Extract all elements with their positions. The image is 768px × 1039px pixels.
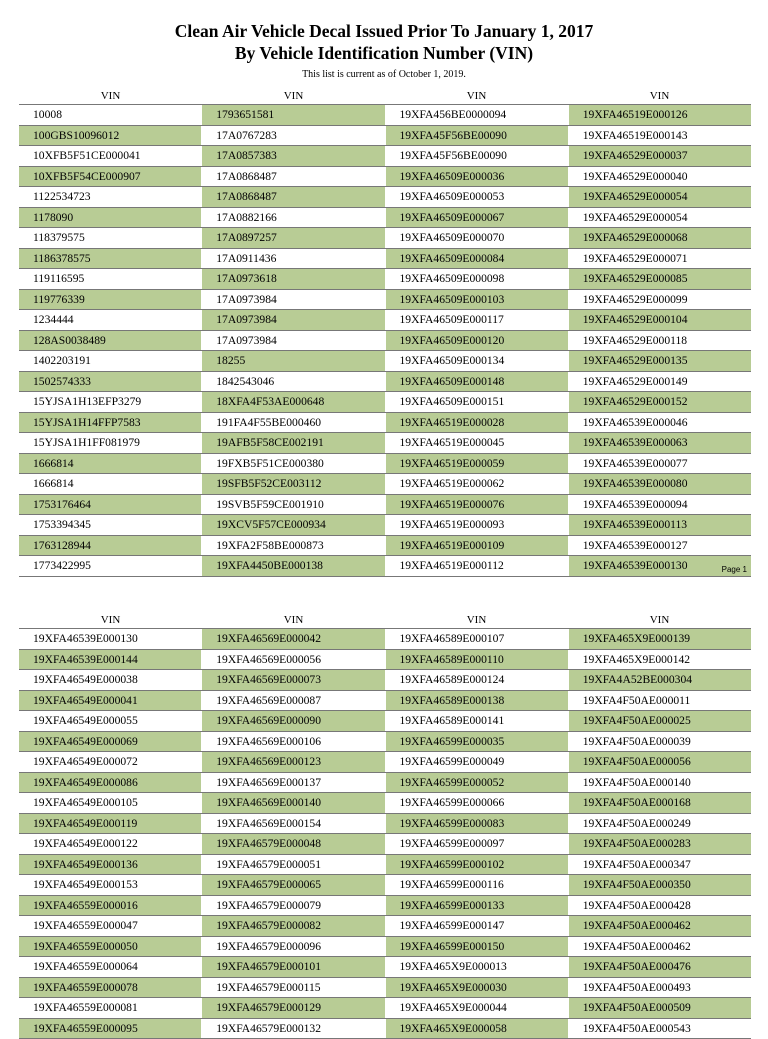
vin-cell: 19XFA46529E000071 — [568, 249, 751, 269]
vin-cell: 19XFA46549E000055 — [19, 711, 201, 731]
table-header — [19, 612, 751, 629]
vin-cell: 1773422995 — [19, 556, 201, 576]
vin-cell: 19XFA46549E000136 — [19, 855, 201, 875]
vin-cell: 19SFB5F52CE003112 — [201, 474, 384, 494]
vin-cell: 19XFA2F58BE000873 — [201, 536, 384, 556]
vin-cell: 19XFA4F50AE000168 — [568, 793, 751, 813]
vin-cell: 19XFA4F50AE000056 — [568, 752, 751, 772]
vin-cell: 10XFB5F54CE000907 — [19, 167, 201, 187]
vin-cell: 1502574333 — [19, 372, 201, 392]
vin-cell: 19XFA46599E000049 — [385, 752, 568, 772]
vin-cell: 19XFA46579E000096 — [201, 937, 384, 957]
vin-cell: 19XFA46559E000095 — [19, 1019, 201, 1039]
vin-cell: 19XFA46599E000133 — [385, 896, 568, 916]
table-row — [19, 413, 751, 434]
vin-cell: 19XFA46589E000110 — [385, 650, 568, 670]
vin-cell: 19XFA4F50AE000039 — [568, 732, 751, 752]
vin-cell: 19XFA46529E000037 — [568, 146, 751, 166]
vin-cell: 19XFA46579E000115 — [201, 978, 384, 998]
table-row — [19, 208, 751, 229]
vin-cell: 19XFA46589E000107 — [385, 629, 568, 649]
vin-cell: 19XFA46519E000028 — [385, 413, 568, 433]
vin-cell: 19XFA46599E000102 — [385, 855, 568, 875]
vin-cell: 19XFA46529E000118 — [568, 331, 751, 351]
vin-cell: 19XFA46539E000113 — [568, 515, 751, 535]
vin-cell: 19XFA46569E000073 — [201, 670, 384, 690]
vin-cell: 19XFA46509E000148 — [385, 372, 568, 392]
table-row — [19, 691, 751, 712]
table-row — [19, 896, 751, 917]
vin-cell: 19XFA46579E000079 — [201, 896, 384, 916]
vin-cell: 19XFA46569E000154 — [201, 814, 384, 834]
vin-cell: 19XFA46539E000144 — [19, 650, 201, 670]
vin-cell: 19XFA46519E000045 — [385, 433, 568, 453]
vin-cell: 18255 — [201, 351, 384, 371]
table-row — [19, 392, 751, 413]
vin-cell: 19XFA46559E000081 — [19, 998, 201, 1018]
vin-cell: 19XFA4F50AE000462 — [568, 937, 751, 957]
table-row — [19, 269, 751, 290]
table-row — [19, 670, 751, 691]
vin-cell: 19XFA46529E000135 — [568, 351, 751, 371]
table-row — [19, 331, 751, 352]
table-row — [19, 474, 751, 495]
vin-cell: 19XFA46579E000082 — [201, 916, 384, 936]
table-row — [19, 650, 751, 671]
vin-cell: 1763128944 — [19, 536, 201, 556]
vin-cell: 19SVB5F59CE001910 — [201, 495, 384, 515]
vin-cell: 1178090 — [19, 208, 201, 228]
vin-cell: 19XFA46579E000129 — [201, 998, 384, 1018]
vin-cell: 18XFA4F53AE000648 — [201, 392, 384, 412]
vin-cell: 119776339 — [19, 290, 201, 310]
vin-cell: 19XFA46599E000083 — [385, 814, 568, 834]
vin-cell: 19XFA46519E000109 — [385, 536, 568, 556]
vin-cell: 19XFA46599E000035 — [385, 732, 568, 752]
vin-cell: 19XFA4A52BE000304 — [568, 670, 751, 690]
vin-cell: 19XFA46529E000149 — [568, 372, 751, 392]
vin-cell: 19XFA4F50AE000283 — [568, 834, 751, 854]
vin-cell: 19XFA46579E000048 — [201, 834, 384, 854]
vin-table-page2 — [19, 612, 751, 1039]
vin-cell: 15YJSA1H1FF081979 — [19, 433, 201, 453]
column-header-vin: VIN — [19, 612, 202, 628]
table-row — [19, 167, 751, 188]
vin-cell: 19FXB5F51CE000380 — [201, 454, 384, 474]
column-header-vin: VIN — [19, 88, 202, 104]
page-number: Page 1 — [722, 565, 747, 574]
vin-cell: 19XFA46579E000132 — [201, 1019, 384, 1039]
vin-cell: 19XFA46519E000112 — [385, 556, 568, 576]
table-row — [19, 433, 751, 454]
vin-cell: 19XFA46509E000084 — [385, 249, 568, 269]
table-row — [19, 752, 751, 773]
vin-cell: 19XFA46509E000053 — [385, 187, 568, 207]
vin-cell: 19XFA46539E000077 — [568, 454, 751, 474]
vin-cell: 17A0882166 — [201, 208, 384, 228]
vin-cell: 19XFA465X9E000142 — [568, 650, 751, 670]
vin-cell: 17A0857383 — [201, 146, 384, 166]
vin-cell: 1234444 — [19, 310, 201, 330]
vin-cell: 19XFA46509E000098 — [385, 269, 568, 289]
vin-cell: 19XFA465X9E000013 — [385, 957, 568, 977]
vin-cell: 19XFA4F50AE000347 — [568, 855, 751, 875]
table-row — [19, 105, 751, 126]
vin-cell: 19XFA46519E000062 — [385, 474, 568, 494]
table-row — [19, 126, 751, 147]
vin-cell: 19XFA46529E000054 — [568, 208, 751, 228]
vin-cell: 19XFA465X9E000044 — [385, 998, 568, 1018]
table-row — [19, 773, 751, 794]
vin-cell: 19XFA46569E000140 — [201, 793, 384, 813]
vin-cell: 19XFA46509E000103 — [385, 290, 568, 310]
vin-cell: 19XFA4F50AE000509 — [568, 998, 751, 1018]
document-title-line2: By Vehicle Identification Number (VIN) — [0, 42, 768, 64]
vin-cell: 1793651581 — [201, 105, 384, 125]
vin-cell: 19XFA465X9E000139 — [568, 629, 751, 649]
vin-cell: 19XFA46549E000122 — [19, 834, 201, 854]
vin-cell: 19XFA46579E000065 — [201, 875, 384, 895]
vin-cell: 19XFA46549E000119 — [19, 814, 201, 834]
table-row — [19, 916, 751, 937]
vin-cell: 19XFA4F50AE000428 — [568, 896, 751, 916]
vin-cell: 19XFA46539E000094 — [568, 495, 751, 515]
vin-cell: 19XFA46529E000085 — [568, 269, 751, 289]
vin-cell: 19XFA46529E000099 — [568, 290, 751, 310]
table-row — [19, 515, 751, 536]
table-row — [19, 998, 751, 1019]
vin-cell: 19XFA46569E000090 — [201, 711, 384, 731]
column-header-vin: VIN — [202, 88, 385, 104]
vin-cell: 19XFA4F50AE000249 — [568, 814, 751, 834]
vin-cell: 19XFA46529E000104 — [568, 310, 751, 330]
vin-cell: 118379575 — [19, 228, 201, 248]
vin-cell: 17A0973618 — [201, 269, 384, 289]
vin-cell: 19XFA46549E000072 — [19, 752, 201, 772]
vin-cell: 19XFA46599E000097 — [385, 834, 568, 854]
vin-cell: 19XFA46569E000106 — [201, 732, 384, 752]
vin-cell: 19XFA46599E000116 — [385, 875, 568, 895]
vin-cell: 19XFA46559E000064 — [19, 957, 201, 977]
vin-cell: 10XFB5F51CE000041 — [19, 146, 201, 166]
vin-cell: 19XFA46549E000086 — [19, 773, 201, 793]
vin-cell: 19XFA46509E000070 — [385, 228, 568, 248]
vin-cell: 19XFA46509E000067 — [385, 208, 568, 228]
vin-cell: 19XFA46509E000117 — [385, 310, 568, 330]
table-row — [19, 290, 751, 311]
vin-cell: 19XFA4F50AE000011 — [568, 691, 751, 711]
vin-cell: 17A0911436 — [201, 249, 384, 269]
vin-cell: 19XFA4F50AE000493 — [568, 978, 751, 998]
vin-cell: 19XFA46599E000150 — [385, 937, 568, 957]
vin-cell: 19XFA46519E000076 — [385, 495, 568, 515]
vin-cell: 19XFA46589E000124 — [385, 670, 568, 690]
table-row — [19, 187, 751, 208]
vin-cell: 19XCV5F57CE000934 — [201, 515, 384, 535]
vin-cell: 19XFA46539E000046 — [568, 413, 751, 433]
vin-cell: 19XFA46579E000051 — [201, 855, 384, 875]
vin-table-page1 — [19, 88, 751, 577]
vin-cell: 19XFA46549E000105 — [19, 793, 201, 813]
table-row — [19, 536, 751, 557]
table-row — [19, 146, 751, 167]
table-row — [19, 937, 751, 958]
table-header — [19, 88, 751, 105]
vin-cell: 1842543046 — [201, 372, 384, 392]
vin-cell: 19XFA4F50AE000350 — [568, 875, 751, 895]
vin-cell: 19XFA4F50AE000140 — [568, 773, 751, 793]
vin-cell: 19XFA465X9E000030 — [385, 978, 568, 998]
vin-cell: 19XFA46569E000087 — [201, 691, 384, 711]
vin-cell: 19XFA46589E000141 — [385, 711, 568, 731]
vin-cell: 19XFA4F50AE000543 — [568, 1019, 751, 1039]
vin-cell: 19XFA46589E000138 — [385, 691, 568, 711]
column-header-vin: VIN — [568, 612, 751, 628]
vin-cell: 1186378575 — [19, 249, 201, 269]
table-row — [19, 711, 751, 732]
vin-cell: 19XFA46529E000040 — [568, 167, 751, 187]
vin-cell: 1753176464 — [19, 495, 201, 515]
column-header-vin: VIN — [385, 88, 568, 104]
vin-cell: 17A0973984 — [201, 290, 384, 310]
table-row — [19, 1019, 751, 1039]
table-row — [19, 249, 751, 270]
table-row — [19, 351, 751, 372]
vin-cell: 19XFA4450BE000138 — [201, 556, 384, 576]
vin-cell: 19XFA46569E000042 — [201, 629, 384, 649]
vin-cell: 19XFA46549E000069 — [19, 732, 201, 752]
vin-cell: 17A0767283 — [201, 126, 384, 146]
vin-cell: 19XFA46509E000036 — [385, 167, 568, 187]
vin-cell: 19XFA46509E000134 — [385, 351, 568, 371]
vin-cell: 19XFA46599E000052 — [385, 773, 568, 793]
table-row — [19, 372, 751, 393]
table-row — [19, 454, 751, 475]
vin-cell: 17A0973984 — [201, 331, 384, 351]
vin-cell: 19XFA46519E000126 — [568, 105, 751, 125]
vin-cell: 19XFA46549E000153 — [19, 875, 201, 895]
vin-cell: 191FA4F55BE000460 — [201, 413, 384, 433]
vin-cell: 19XFA46539E000063 — [568, 433, 751, 453]
vin-cell: 19XFA46559E000050 — [19, 937, 201, 957]
vin-cell: 17A0973984 — [201, 310, 384, 330]
table-row — [19, 310, 751, 331]
vin-cell: 19XFA46529E000054 — [568, 187, 751, 207]
vin-cell: 100GBS10096012 — [19, 126, 201, 146]
vin-cell: 19XFA46569E000123 — [201, 752, 384, 772]
vin-cell: 19XFA46519E000143 — [568, 126, 751, 146]
vin-cell: 19XFA46509E000151 — [385, 392, 568, 412]
vin-cell: 19XFA46539E000130 — [19, 629, 201, 649]
vin-cell: 17A0868487 — [201, 167, 384, 187]
table-row — [19, 875, 751, 896]
table-row — [19, 834, 751, 855]
table-row — [19, 793, 751, 814]
vin-cell: 1122534723 — [19, 187, 201, 207]
vin-cell: 19XFA46579E000101 — [201, 957, 384, 977]
table-row — [19, 855, 751, 876]
document-title-line1: Clean Air Vehicle Decal Issued Prior To January 1, 2017 — [0, 20, 768, 42]
currency-note: This list is current as of October 1, 2019. — [0, 69, 768, 80]
vin-cell: 17A0897257 — [201, 228, 384, 248]
vin-cell: 19XFA46559E000016 — [19, 896, 201, 916]
vin-cell: 1666814 — [19, 474, 201, 494]
vin-cell: 19XFA4F50AE000462 — [568, 916, 751, 936]
vin-cell: 19XFA46519E000059 — [385, 454, 568, 474]
vin-cell: 19XFA46519E000093 — [385, 515, 568, 535]
table-row — [19, 556, 751, 577]
vin-cell: 19XFA46569E000056 — [201, 650, 384, 670]
table-row — [19, 629, 751, 650]
vin-cell: 19XFA46599E000066 — [385, 793, 568, 813]
vin-cell: 19XFA46549E000041 — [19, 691, 201, 711]
vin-cell: 119116595 — [19, 269, 201, 289]
table-row — [19, 495, 751, 516]
vin-cell: 19XFA4F50AE000025 — [568, 711, 751, 731]
vin-cell: 19XFA46559E000047 — [19, 916, 201, 936]
vin-cell: 19XFA46509E000120 — [385, 331, 568, 351]
vin-cell: 19XFA46539E000130 — [568, 556, 751, 576]
vin-cell: 15YJSA1H13EFP3279 — [19, 392, 201, 412]
vin-cell: 19XFA46529E000152 — [568, 392, 751, 412]
vin-cell: 19XFA46549E000038 — [19, 670, 201, 690]
column-header-vin: VIN — [385, 612, 568, 628]
column-header-vin: VIN — [202, 612, 385, 628]
vin-cell: 17A0868487 — [201, 187, 384, 207]
vin-cell: 19XFA4F50AE000476 — [568, 957, 751, 977]
vin-cell: 19XFA45F56BE00090 — [385, 126, 568, 146]
vin-cell: 19XFA46539E000080 — [568, 474, 751, 494]
vin-cell: 1753394345 — [19, 515, 201, 535]
vin-cell: 19XFA45F56BE00090 — [385, 146, 568, 166]
vin-cell: 19XFA46539E000127 — [568, 536, 751, 556]
vin-cell: 19XFA456BE0000094 — [385, 105, 568, 125]
vin-cell: 19AFB5F58CE002191 — [201, 433, 384, 453]
column-header-vin: VIN — [568, 88, 751, 104]
vin-cell: 19XFA46569E000137 — [201, 773, 384, 793]
vin-cell: 128AS0038489 — [19, 331, 201, 351]
vin-cell: 10008 — [19, 105, 201, 125]
vin-cell: 1402203191 — [19, 351, 201, 371]
table-row — [19, 978, 751, 999]
table-row — [19, 814, 751, 835]
table-row — [19, 732, 751, 753]
vin-cell: 19XFA465X9E000058 — [385, 1019, 568, 1039]
vin-cell: 19XFA46529E000068 — [568, 228, 751, 248]
table-row — [19, 228, 751, 249]
vin-cell: 1666814 — [19, 454, 201, 474]
vin-cell: 19XFA46599E000147 — [385, 916, 568, 936]
vin-cell: 19XFA46559E000078 — [19, 978, 201, 998]
table-row — [19, 957, 751, 978]
vin-cell: 15YJSA1H14FFP7583 — [19, 413, 201, 433]
